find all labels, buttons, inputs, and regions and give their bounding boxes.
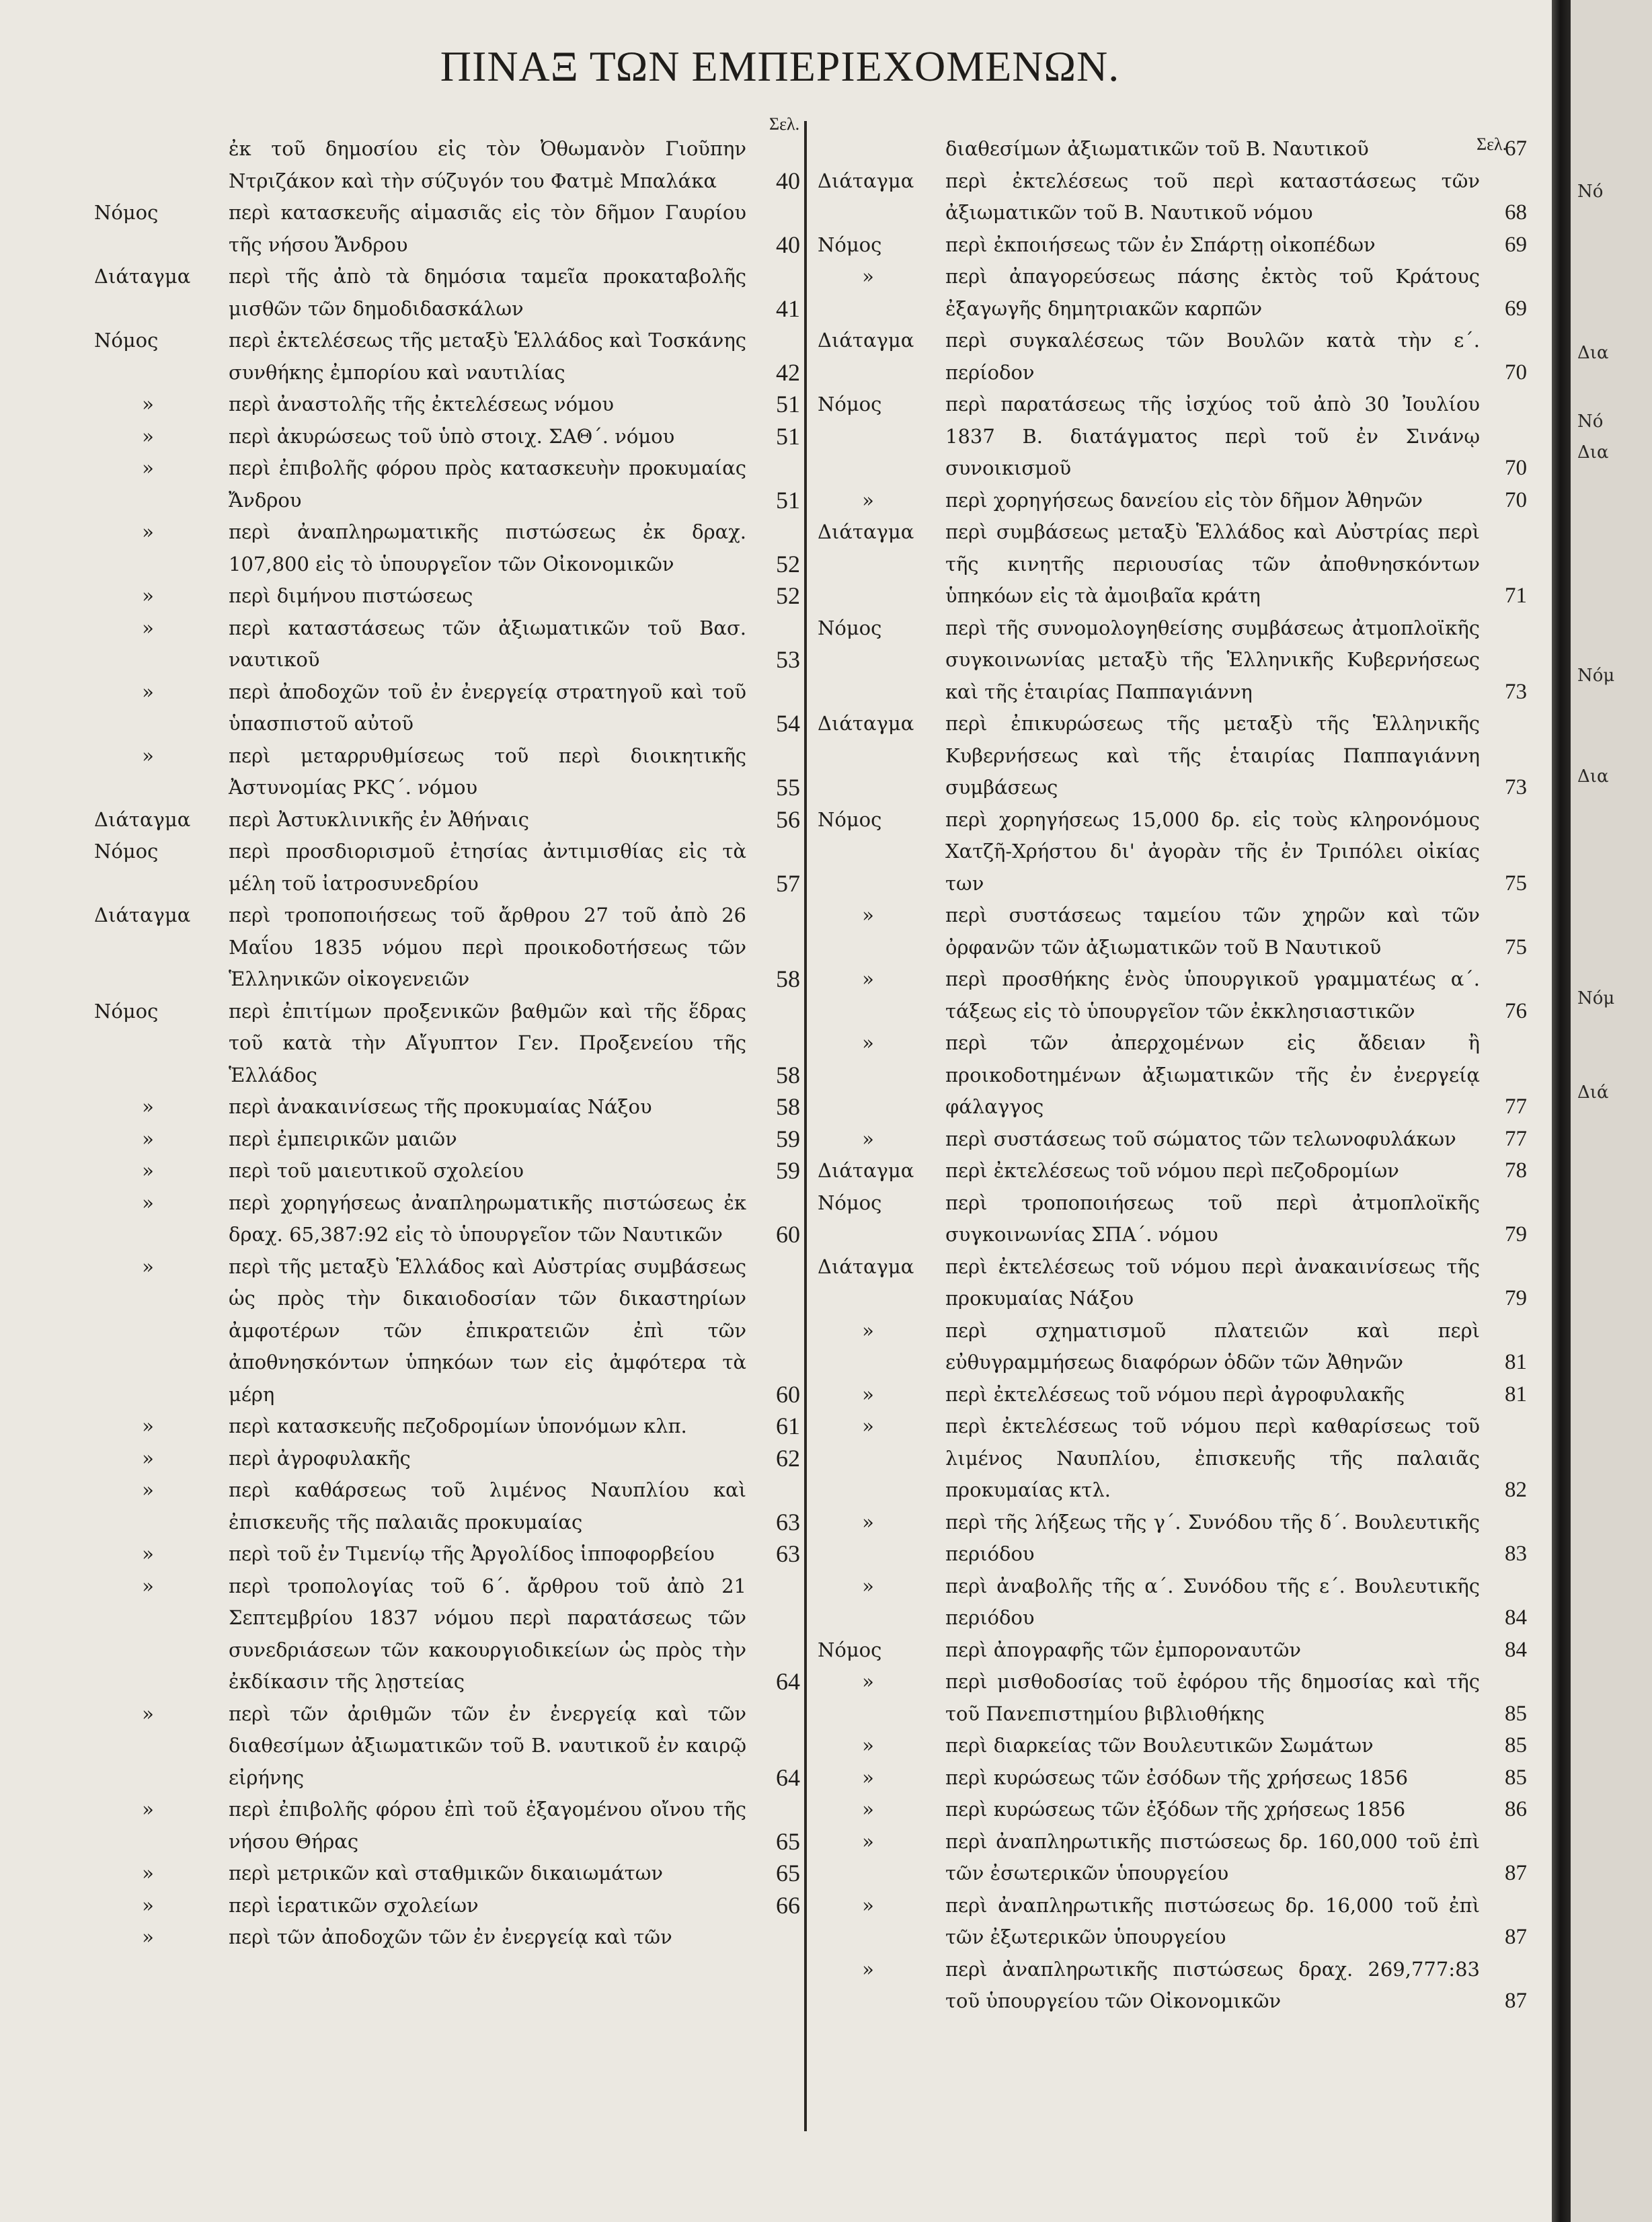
entry-page-number: 51 (776, 391, 800, 418)
toc-entry (818, 1666, 1527, 1730)
entry-description: περὶ χορηγήσεως δανείου εἰς τὸν δῆμον Ἀθηνῶν (945, 488, 1423, 512)
toc-entry (94, 612, 800, 676)
next-page-edge (1571, 0, 1652, 2222)
entry-page-number: 68 (1505, 200, 1527, 225)
entry-type: Νόμος (94, 999, 159, 1023)
ditto-mark: » (862, 1829, 874, 1853)
toc-entry (818, 1123, 1527, 1156)
entry-description: περὶ ἐκποιήσεως τῶν ἐν Σπάρτῃ οἰκοπέδων (945, 233, 1376, 256)
entry-page-number: 40 (776, 167, 800, 194)
entry-description: περὶ ἀνακαινίσεως τῆς προκυμαίας Νάξου (229, 1095, 652, 1118)
entry-type: Νόμος (94, 201, 159, 224)
entry-type: Νόμος (818, 393, 882, 415)
toc-entry (94, 1091, 800, 1123)
toc-entry (818, 1155, 1527, 1187)
ditto-mark: » (142, 1542, 154, 1565)
ditto-mark: » (862, 1127, 874, 1150)
ditto-mark: » (142, 1702, 154, 1725)
entry-page-number: 40 (776, 231, 800, 258)
ditto-mark: » (142, 520, 154, 543)
next-page-fragment: Δια (1577, 766, 1609, 787)
ditto-mark: » (862, 1765, 874, 1789)
toc-entry (94, 1858, 800, 1890)
entry-page-number: 81 (1505, 1382, 1527, 1406)
entry-description: περὶ καθάρσεως τοῦ λιμένος Ναυπλίου καὶ ἐπισκευῆς τῆς παλαιᾶς προκυμαίας (229, 1478, 746, 1534)
entry-page-number: 58 (776, 965, 800, 992)
entry-description: περὶ ἱερατικῶν σχολείων (229, 1893, 479, 1917)
right-column (818, 133, 1527, 2018)
toc-entry (94, 676, 800, 740)
toc-entry (94, 389, 800, 421)
ditto-mark: » (862, 1734, 874, 1757)
entry-page-number: 67 (1505, 136, 1527, 161)
entry-page-number: 70 (1505, 360, 1527, 385)
entry-page-number: 85 (1505, 1701, 1527, 1726)
toc-entry (818, 1411, 1527, 1507)
entry-description: περὶ τῆς ἀπὸ τὰ δημόσια ταμεῖα προκαταβολῆς μισθῶν τῶν δημοδιδασκάλων (229, 265, 746, 320)
entry-page-number: 56 (776, 805, 800, 833)
ditto-mark: » (142, 1893, 154, 1917)
toc-entry (94, 996, 800, 1092)
toc-entry (818, 1890, 1527, 1954)
toc-entry (818, 165, 1527, 229)
entry-description: περὶ παρατάσεως τῆς ἰσχύος τοῦ ἀπὸ 30 Ἰουλίου 1837 Β. διατάγματος περὶ τοῦ ἐν Σινάνῳ συνοικισμοῦ (945, 393, 1480, 479)
entry-type: Διάταγμα (818, 712, 914, 735)
entry-page-number: 71 (1505, 584, 1527, 608)
entry-description: περὶ προσθήκης ἑνὸς ὑπουργικοῦ γραμματέως α΄. τάξεως εἰς τὸ ὑπουργεῖον τῶν ἐκκλησιαστικῶν (945, 967, 1480, 1023)
ditto-mark: » (142, 457, 154, 479)
entry-type: Διάταγμα (94, 807, 191, 831)
entry-description: περὶ ἀναπληρωτικῆς πιστώσεως δρ. 16,000 τοῦ ἐπὶ τῶν ἐξωτερικῶν ὑπουργείου (945, 1893, 1480, 1948)
entry-description: περὶ χορηγήσεως ἀναπληρωματικῆς πιστώσεως ἐκ δραχ. 65,387:92 εἰς τὸ ὑπουργεῖον τῶν Ναυτικῶν (229, 1191, 746, 1246)
ditto-mark: » (142, 1415, 154, 1437)
ditto-mark: » (142, 1798, 154, 1821)
ditto-mark: » (142, 1926, 154, 1948)
toc-entry (818, 900, 1527, 963)
entry-page-number: 51 (776, 422, 800, 450)
ditto-mark: » (142, 680, 154, 703)
next-page-fragment: Διά (1577, 1082, 1609, 1103)
entry-page-number: 60 (776, 1221, 800, 1248)
ditto-mark: » (142, 1159, 154, 1182)
toc-entry (94, 197, 800, 261)
toc-entry (94, 1921, 800, 1954)
next-page-fragment: Νό (1577, 182, 1604, 202)
toc-entry (818, 1187, 1527, 1251)
entry-type: Διάταγμα (818, 520, 914, 543)
ditto-mark: » (862, 1670, 874, 1693)
entry-page-number: 42 (776, 358, 800, 386)
entry-page-number: 52 (776, 550, 800, 578)
entry-description: διαθεσίμων ἀξιωματικῶν τοῦ Β. Ναυτικοῦ (945, 137, 1369, 160)
page-title: ΠΙΝΑΞ ΤΩΝ ΕΜΠΕΡΙΕΧΟΜΕΝΩΝ. (440, 42, 1120, 90)
toc-entry (818, 325, 1527, 389)
entry-page-number: 76 (1505, 998, 1527, 1023)
entry-type: Νόμος (818, 233, 882, 256)
toc-entry (94, 740, 800, 804)
entry-description: περὶ καταστάσεως τῶν ἀξιωματικῶν τοῦ Βασ. ναυτικοῦ (229, 616, 746, 671)
entry-description: περὶ χορηγήσεως 15,000 δρ. εἰς τοὺς κληρονόμους Χατζῆ-Χρήστου δι' ἀγορὰν τῆς ἐν Τριπόλει οἰκίας των (945, 807, 1480, 895)
entry-page-number: 55 (776, 774, 800, 801)
entry-page-number: 65 (776, 1860, 800, 1887)
entry-page-number: 77 (1505, 1095, 1527, 1119)
next-page-fragment: Δια (1577, 343, 1609, 363)
entry-description: περὶ ἀγροφυλακῆς (229, 1446, 411, 1470)
entry-page-number: 52 (776, 582, 800, 609)
entry-page-number: 73 (1505, 679, 1527, 704)
ditto-mark: » (862, 1957, 874, 1981)
entry-page-number: 84 (1505, 1605, 1527, 1630)
toc-entry (818, 1315, 1527, 1379)
entry-type: Διάταγμα (818, 169, 914, 192)
toc-entry (818, 1507, 1527, 1571)
toc-entry (818, 1379, 1527, 1411)
toc-entry (818, 133, 1527, 165)
entry-description: περὶ συμβάσεως μεταξὺ Ἑλλάδος καὶ Αὐστρίας περὶ τῆς κινητῆς περιουσίας τῶν ἀποθνησκόντων ὑπηκόων εἰς τὰ ἀμοιβαῖα κράτη (945, 520, 1480, 607)
entry-page-number: 87 (1505, 1989, 1527, 2013)
toc-entry (94, 1443, 800, 1475)
toc-entry (94, 1123, 800, 1156)
entry-description: περὶ ἀναστολῆς τῆς ἐκτελέσεως νόμου (229, 393, 615, 415)
entry-type: Νόμος (94, 329, 159, 352)
toc-entry (818, 1954, 1527, 2018)
entry-page-number: 54 (776, 710, 800, 737)
ditto-mark: » (862, 1415, 874, 1437)
entry-page-number: 82 (1505, 1478, 1527, 1502)
right-page-column-label: Σελ. (1477, 134, 1507, 154)
entry-description: περὶ τῶν ἀπερχομένων εἰς ἄδειαν ἢ προικοδοτημένων ἀξιωματικῶν τῆς ἐν ἐνεργείᾳ φάλαγγος (945, 1031, 1480, 1118)
entry-description: περὶ μεταρρυθμίσεως τοῦ περὶ διοικητικῆς Ἀστυνομίας ΡΚϚ΄. νόμου (229, 744, 746, 799)
ditto-mark: » (142, 616, 154, 639)
entry-description: περὶ ἐκτελέσεως τοῦ νόμου περὶ ἀγροφυλακῆς (945, 1382, 1405, 1406)
entry-page-number: 58 (776, 1093, 800, 1120)
entry-type: Νόμος (818, 616, 882, 639)
ditto-mark: » (862, 1031, 874, 1054)
entry-description: περὶ ἀπαγορεύσεως πάσης ἐκτὸς τοῦ Κράτους ἐξαγωγῆς δημητριακῶν καρπῶν (945, 265, 1480, 320)
entry-description: περὶ ἀποδοχῶν τοῦ ἐν ἐνεργείᾳ στρατηγοῦ καὶ τοῦ ὑπασπιστοῦ αὐτοῦ (229, 680, 746, 735)
entry-type: Νόμος (818, 1191, 882, 1214)
entry-description: περὶ ἐπικυρώσεως τῆς μεταξὺ τῆς Ἑλληνικῆς Κυβερνήσεως καὶ τῆς ἑταιρίας Παππαγιάννη συμβάσεως (945, 712, 1480, 799)
ditto-mark: » (142, 1095, 154, 1118)
entry-page-number: 62 (776, 1444, 800, 1472)
entry-page-number: 70 (1505, 487, 1527, 512)
toc-entry (94, 1187, 800, 1251)
entry-description: περὶ ἐμπειρικῶν μαιῶν (229, 1127, 457, 1150)
ditto-mark: » (142, 1255, 154, 1278)
toc-entry (818, 708, 1527, 804)
entry-description: περὶ κατασκευῆς αἱμασιᾶς εἰς τὸν δῆμον Γαυρίου τῆς νήσου Ἄνδρου (229, 201, 746, 256)
toc-entry (818, 1027, 1527, 1123)
toc-entry (94, 1538, 800, 1571)
entry-description: περὶ ἀπογραφῆς τῶν ἐμποροναυτῶν (945, 1638, 1302, 1661)
entry-page-number: 75 (1505, 935, 1527, 959)
entry-description: περὶ ἐκτελέσεως τοῦ νόμου περὶ καθαρίσεως τοῦ λιμένος Ναυπλίου, ἐπισκευῆς τῆς παλαιᾶς προκυμαίας κτλ. (945, 1415, 1480, 1501)
ditto-mark: » (862, 1574, 874, 1597)
toc-entry (818, 1251, 1527, 1315)
entry-description: περὶ προσδιορισμοῦ ἐτησίας ἀντιμισθίας εἰς τὰ μέλη τοῦ ἰατροσυνεδρίου (229, 840, 746, 895)
toc-entry (818, 1826, 1527, 1890)
toc-entry (818, 1634, 1527, 1667)
toc-entry (94, 261, 800, 325)
entry-page-number: 87 (1505, 1925, 1527, 1949)
entry-type: Διάταγμα (818, 1159, 914, 1182)
entry-page-number: 69 (1505, 296, 1527, 321)
entry-description: περὶ ἀκυρώσεως τοῦ ὑπὸ στοιχ. ΣΑΘ΄. νόμου (229, 424, 675, 448)
entry-description: περὶ τῆς μεταξὺ Ἑλλάδος καὶ Αὐστρίας συμβάσεως ὡς πρὸς τὴν δικαιοδοσίαν τῶν δικαστηρίων ἀμφοτέρων τῶν ἐπικρατειῶν ἐπὶ τῶν ἀποθνησκόντων ὑπηκόων των εἰς ἀμφότερα τὰ μέρη (229, 1255, 746, 1406)
entry-description: περὶ ἐπιτίμων προξενικῶν βαθμῶν καὶ τῆς ἕδρας τοῦ κατὰ τὴν Αἴγυπτον Γεν. Προξενείου τῆς Ἑλλάδος (229, 999, 746, 1086)
toc-entry (818, 516, 1527, 612)
entry-description: περὶ κυρώσεως τῶν ἐσόδων τῆς χρήσεως 1856 (945, 1765, 1409, 1789)
entry-page-number: 57 (776, 869, 800, 897)
ditto-mark: » (142, 584, 154, 607)
entry-description: περὶ τροποποιήσεως τοῦ περὶ ἀτμοπλοϊκῆς συγκοινωνίας ΣΠΑ΄. νόμου (945, 1191, 1480, 1246)
entry-description: περὶ ἀναπληρωματικῆς πιστώσεως ἐκ δραχ. 107,800 εἰς τὸ ὑπουργεῖον τῶν Οἰκονομικῶν (229, 520, 746, 576)
entry-description: περὶ τῶν ἀριθμῶν τῶν ἐν ἐνεργείᾳ καὶ τῶν διαθεσίμων ἀξιωματικῶν τοῦ Β. ναυτικοῦ ἐν καιρῷ εἰρήνης (229, 1702, 746, 1789)
entry-description: περὶ ἐκτελέσεως τοῦ νόμου περὶ ἀνακαινίσεως τῆς προκυμαίας Νάξου (945, 1255, 1480, 1310)
entry-description: περὶ τοῦ ἐν Τιμενίῳ τῆς Ἀργολίδος ἱπποφορβείου (229, 1542, 715, 1565)
entry-page-number: 79 (1505, 1222, 1527, 1246)
ditto-mark: » (142, 1446, 154, 1470)
ditto-mark: » (862, 1382, 874, 1406)
toc-entry (818, 963, 1527, 1027)
toc-entry (94, 836, 800, 900)
entry-page-number: 70 (1505, 456, 1527, 480)
toc-entry (818, 1762, 1527, 1794)
ditto-mark: » (862, 488, 874, 512)
entry-page-number: 60 (776, 1380, 800, 1408)
entry-type: Διάταγμα (94, 265, 191, 288)
toc-entry (818, 261, 1527, 325)
entry-description: περὶ μετρικῶν καὶ σταθμικῶν δικαιωμάτων (229, 1862, 664, 1884)
toc-entry (94, 1794, 800, 1858)
next-page-fragment: Νόμ (1577, 988, 1615, 1008)
toc-entry (94, 1155, 800, 1187)
entry-description: περὶ τροπολογίας τοῦ 6΄. ἄρθρου τοῦ ἀπὸ 21 Σεπτεμβρίου 1837 νόμου περὶ παρατάσεως τῶν συνεδριάσεων τῶν κακουργιοδικείων ὡς πρὸς τὴν ἐκδίκασιν τῆς λῃστείας (229, 1574, 746, 1693)
entry-page-number: 83 (1505, 1542, 1527, 1566)
ditto-mark: » (142, 1127, 154, 1150)
toc-entry (94, 1474, 800, 1538)
entry-description: περὶ κατασκευῆς πεζοδρομίων ὑπονόμων κλπ. (229, 1415, 687, 1437)
ditto-mark: » (142, 1574, 154, 1597)
ditto-mark: » (862, 1798, 874, 1821)
ditto-mark: » (862, 1893, 874, 1917)
entry-description: περὶ τροποποιήσεως τοῦ ἄρθρου 27 τοῦ ἀπὸ 26 Μαΐου 1835 νόμου περὶ προικοδοτήσεως τῶν Ἑλληνικῶν οἰκογενειῶν (229, 904, 746, 990)
entry-description: περὶ ἀναβολῆς τῆς α΄. Συνόδου τῆς ε΄. Βουλευτικῆς περιόδου (945, 1574, 1480, 1629)
entry-description: περὶ σχηματισμοῦ πλατειῶν καὶ περὶ εὐθυγραμμήσεως διαφόρων ὁδῶν τῶν Ἀθηνῶν (945, 1318, 1480, 1374)
toc-entry (94, 421, 800, 453)
entry-page-number: 65 (776, 1827, 800, 1855)
entry-page-number: 81 (1505, 1350, 1527, 1374)
entry-description: περὶ ἐπιβολῆς φόρου πρὸς κατασκευὴν προκυμαίας Ἄνδρου (229, 457, 746, 512)
next-page-fragment: Δια (1577, 442, 1609, 463)
toc-entry (94, 900, 800, 996)
entry-description: περὶ ἀναπληρωτικῆς πιστώσεως δρ. 160,000 τοῦ ἐπὶ τῶν ἐσωτερικῶν ὑπουργείου (945, 1829, 1480, 1884)
entry-description: περὶ ἐπιβολῆς φόρου ἐπὶ τοῦ ἐξαγομένου οἴνου τῆς νήσου Θήρας (229, 1798, 746, 1853)
entry-page-number: 73 (1505, 775, 1527, 799)
entry-page-number: 51 (776, 486, 800, 514)
entry-description: περὶ τῆς συνομολογηθείσης συμβάσεως ἀτμοπλοϊκῆς συγκοινωνίας μεταξὺ τῆς Ἑλληνικῆς Κυβερνήσεως καὶ τῆς ἑταιρίας Παππαγιάννη (945, 616, 1480, 703)
entry-description: περὶ Ἀστυκλινικῆς ἐν Ἀθήναις (229, 807, 529, 831)
toc-entry (94, 1698, 800, 1794)
toc-entry (94, 452, 800, 516)
left-column (94, 133, 800, 1954)
entry-page-number: 53 (776, 646, 800, 673)
toc-entry (818, 804, 1527, 900)
toc-entry (818, 1571, 1527, 1634)
entry-description: περὶ συγκαλέσεως τῶν Βουλῶν κατὰ τὴν ε΄. περίοδον (945, 329, 1480, 384)
entry-description: περὶ τῆς λήξεως τῆς γ΄. Συνόδου τῆς δ΄. Βουλευτικῆς περιόδου (945, 1510, 1480, 1565)
left-page-column-label: Σελ. (769, 114, 800, 134)
ditto-mark: » (862, 967, 874, 990)
ditto-mark: » (862, 1318, 874, 1342)
entry-description: περὶ ἀναπληρωτικῆς πιστώσεως δραχ. 269,777:83 τοῦ ὑπουργείου τῶν Οἰκονομικῶν (945, 1957, 1480, 2012)
entry-type: Διάταγμα (818, 1255, 914, 1278)
entry-description: περὶ ἐκτελέσεως τῆς μεταξὺ Ἑλλάδος καὶ Τοσκάνης συνθήκης ἐμπορίου καὶ ναυτιλίας (229, 329, 746, 384)
entry-description: περὶ κυρώσεως τῶν ἐξόδων τῆς χρήσεως 1856 (945, 1798, 1406, 1821)
entry-description: περὶ ἐκτελέσεως τοῦ περὶ καταστάσεως τῶν ἀξιωματικῶν τοῦ Β. Ναυτικοῦ νόμου (945, 169, 1480, 224)
ditto-mark: » (862, 1510, 874, 1534)
ditto-mark: » (142, 1862, 154, 1884)
entry-description: περὶ διμήνου πιστώσεως (229, 584, 473, 607)
entry-page-number: 59 (776, 1157, 800, 1184)
entry-page-number: 85 (1505, 1765, 1527, 1790)
entry-description: περὶ μισθοδοσίας τοῦ ἐφόρου τῆς δημοσίας καὶ τῆς τοῦ Πανεπιστημίου βιβλιοθήκης (945, 1670, 1480, 1725)
toc-entry (818, 229, 1527, 262)
toc-entry (818, 485, 1527, 517)
entry-page-number: 87 (1505, 1861, 1527, 1885)
entry-page-number: 64 (776, 1763, 800, 1791)
toc-entry (94, 1571, 800, 1698)
entry-page-number: 85 (1505, 1733, 1527, 1757)
ditto-mark: » (142, 1478, 154, 1501)
entry-description: περὶ τῶν ἀποδοχῶν τῶν ἐν ἐνεργείᾳ καὶ τῶν (229, 1926, 672, 1948)
entry-page-number: 69 (1505, 232, 1527, 257)
toc-entry (94, 1411, 800, 1443)
column-divider (804, 121, 807, 2131)
entry-description: περὶ συστάσεως ταμείου τῶν χηρῶν καὶ τῶν ὀρφανῶν τῶν ἀξιωματικῶν τοῦ Β Ναυτικοῦ (945, 904, 1480, 959)
entry-page-number: 63 (776, 1508, 800, 1536)
entry-page-number: 66 (776, 1891, 800, 1919)
toc-entry (818, 612, 1527, 709)
entry-type: Διάταγμα (94, 904, 191, 926)
ditto-mark: » (142, 744, 154, 767)
ditto-mark: » (862, 904, 874, 926)
entry-page-number: 64 (776, 1668, 800, 1695)
entry-page-number: 61 (776, 1413, 800, 1439)
toc-entry (94, 325, 800, 389)
entry-page-number: 77 (1505, 1126, 1527, 1151)
toc-entry (94, 133, 800, 197)
entry-type: Νόμος (818, 1638, 882, 1661)
entry-description: περὶ τοῦ μαιευτικοῦ σχολείου (229, 1159, 524, 1182)
entry-type: Νόμος (818, 807, 882, 831)
book-spine (1552, 0, 1571, 2222)
toc-entry (818, 1794, 1527, 1826)
ditto-mark: » (142, 424, 154, 448)
toc-entry (94, 1251, 800, 1411)
entry-description: περὶ διαρκείας τῶν Βουλευτικῶν Σωμάτων (945, 1734, 1374, 1757)
toc-entry (94, 580, 800, 612)
toc-entry (94, 1890, 800, 1922)
next-page-fragment: Νό (1577, 411, 1604, 432)
entry-page-number: 86 (1505, 1797, 1527, 1821)
ditto-mark: » (142, 393, 154, 415)
ditto-mark: » (142, 1191, 154, 1214)
entry-page-number: 59 (776, 1125, 800, 1152)
entry-page-number: 63 (776, 1540, 800, 1567)
entry-type: Νόμος (94, 840, 159, 863)
toc-entry (94, 516, 800, 580)
entry-page-number: 84 (1505, 1637, 1527, 1662)
toc-entry (818, 389, 1527, 485)
entry-page-number: 79 (1505, 1286, 1527, 1310)
entry-description: περὶ ἐκτελέσεως τοῦ νόμου περὶ πεζοδρομίων (945, 1159, 1399, 1182)
entry-description: περὶ συστάσεως τοῦ σώματος τῶν τελωνοφυλάκων (945, 1127, 1456, 1150)
next-page-fragment: Νόμ (1577, 666, 1615, 686)
entry-type: Διάταγμα (818, 329, 914, 352)
entry-page-number: 58 (776, 1061, 800, 1088)
toc-entry (94, 804, 800, 836)
ditto-mark: » (862, 265, 874, 288)
entry-page-number: 41 (776, 294, 800, 322)
toc-entry (818, 1730, 1527, 1762)
entry-page-number: 78 (1505, 1158, 1527, 1183)
entry-page-number: 75 (1505, 871, 1527, 896)
entry-description: ἐκ τοῦ δημοσίου εἰς τὸν Ὀθωμανὸν Γιοῦπην Ντριζάκον καὶ τὴν σύζυγόν του Φατμὲ Μπαλάκα (229, 137, 746, 192)
